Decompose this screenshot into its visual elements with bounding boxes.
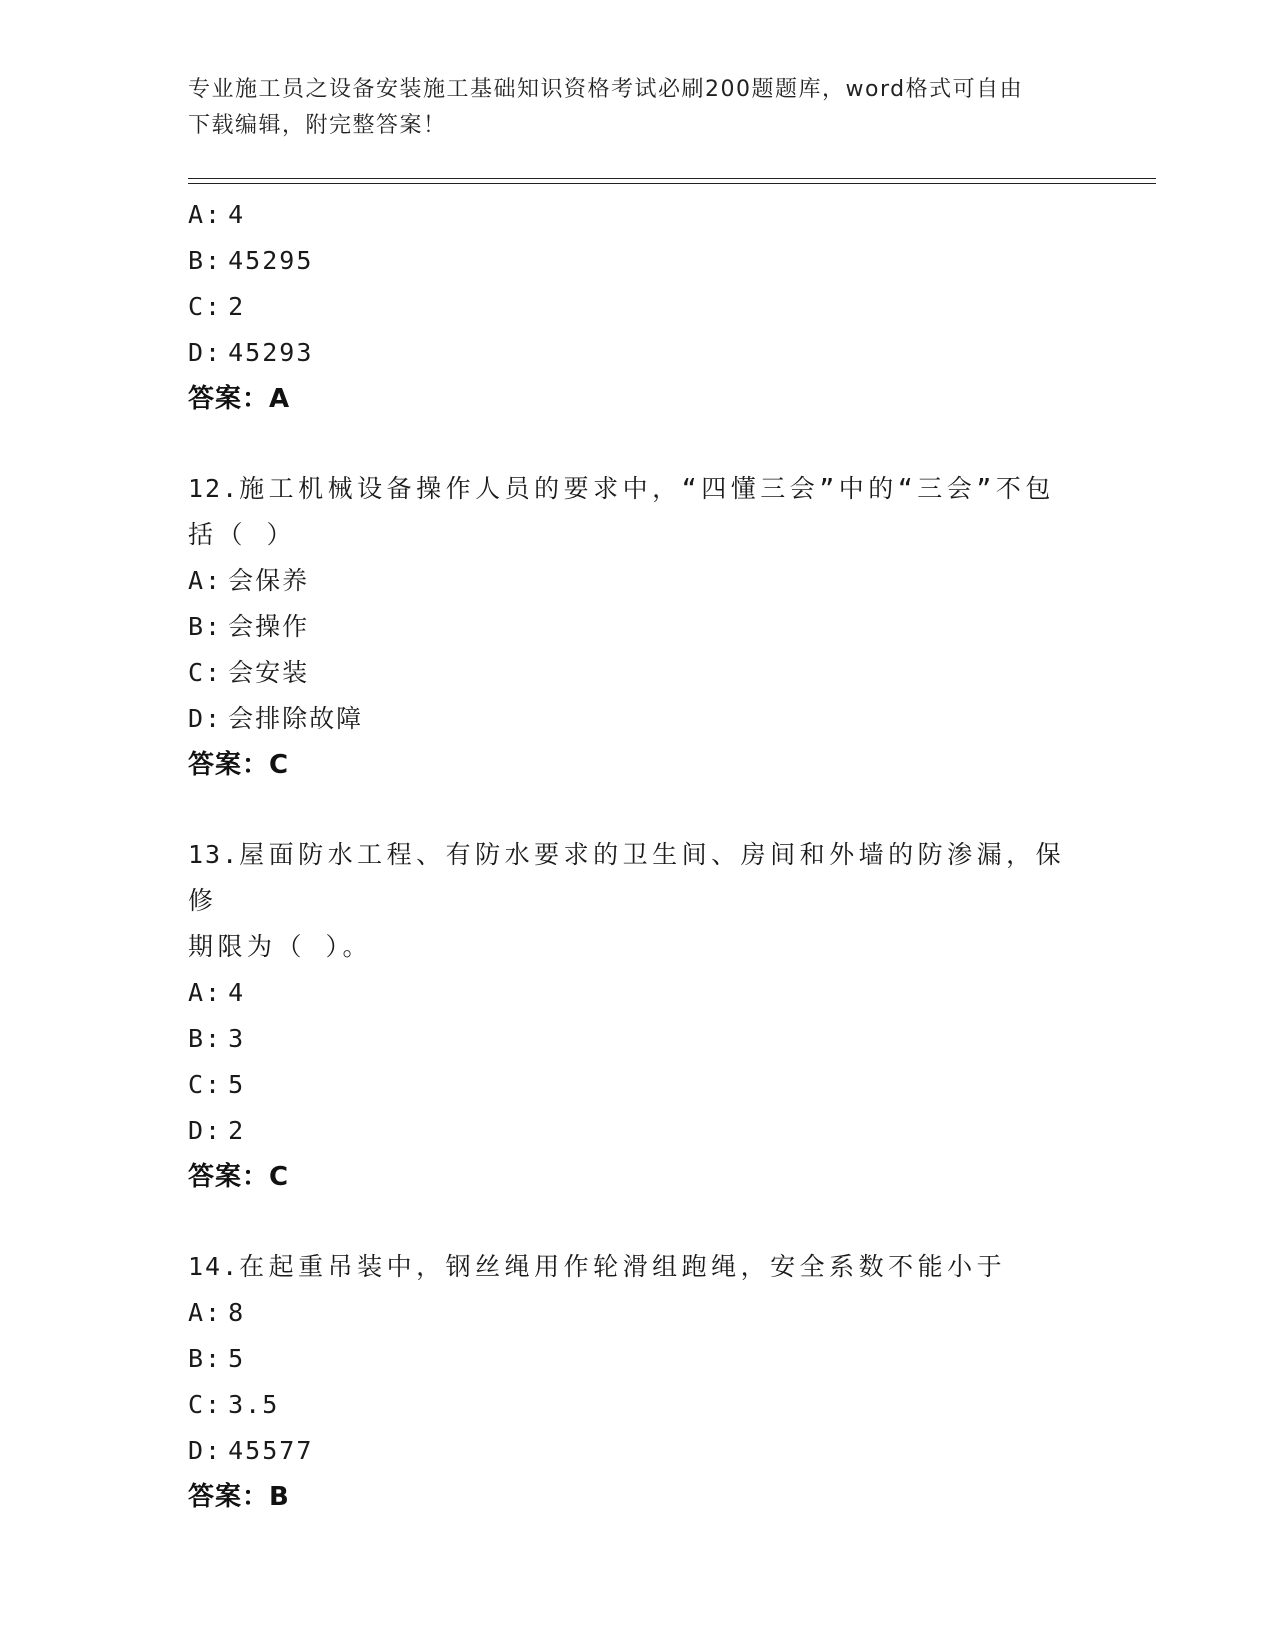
question-block-continued — [188, 192, 1088, 422]
option-text: 8 — [228, 1298, 246, 1327]
option-b — [188, 238, 1088, 284]
question-stem — [188, 1244, 1068, 1290]
option-text: 3 — [228, 1024, 246, 1053]
document-header — [188, 72, 1088, 144]
option-a — [188, 192, 1088, 238]
option-label: B: — [188, 1344, 223, 1373]
option-label: B: — [188, 612, 223, 641]
option-text: 会保养 — [228, 566, 310, 595]
option-label: A: — [188, 200, 223, 229]
option-label: D: — [188, 1436, 223, 1465]
question-stem — [188, 832, 1068, 970]
option-label: C: — [188, 658, 223, 687]
question-spacer — [188, 422, 1088, 466]
option-a — [188, 1290, 1088, 1336]
option-label: B: — [188, 1024, 223, 1053]
option-text: 45295 — [228, 246, 314, 275]
option-text: 45577 — [228, 1436, 314, 1465]
question-block-12 — [188, 466, 1088, 788]
option-label: D: — [188, 338, 223, 367]
option-b — [188, 604, 1088, 650]
option-c — [188, 1062, 1088, 1108]
option-label: B: — [188, 246, 223, 275]
question-text-line-2: 期限为（ ）。 — [188, 932, 373, 961]
question-spacer — [188, 788, 1088, 832]
option-text: 2 — [228, 292, 246, 321]
option-text: 会安装 — [228, 658, 310, 687]
answer-line: 答案：C — [188, 750, 290, 780]
header-divider-top — [188, 178, 1156, 179]
option-c — [188, 284, 1088, 330]
question-number: 14. — [188, 1252, 240, 1281]
option-label: D: — [188, 704, 223, 733]
option-text: 5 — [228, 1344, 246, 1373]
question-block-14 — [188, 1244, 1088, 1520]
option-a — [188, 558, 1088, 604]
answer-line: 答案：A — [188, 384, 291, 414]
option-label: A: — [188, 1298, 223, 1327]
option-b — [188, 1016, 1088, 1062]
answer-line: 答案：C — [188, 1162, 290, 1192]
option-d — [188, 1428, 1088, 1474]
answer-line: 答案：B — [188, 1482, 290, 1512]
option-label: C: — [188, 292, 223, 321]
option-text: 45293 — [228, 338, 314, 367]
question-number: 13. — [188, 840, 240, 869]
question-block-13 — [188, 832, 1088, 1200]
option-d — [188, 1108, 1088, 1154]
option-label: A: — [188, 566, 223, 595]
option-text: 2 — [228, 1116, 246, 1145]
option-label: D: — [188, 1116, 223, 1145]
option-d — [188, 330, 1088, 376]
option-text: 会排除故障 — [228, 704, 364, 733]
question-text-line-1: 屋面防水工程、有防水要求的卫生间、房间和外墙的防渗漏，保修 — [188, 840, 1066, 915]
option-text: 5 — [228, 1070, 246, 1099]
option-text: 3.5 — [228, 1390, 280, 1419]
option-text: 4 — [228, 200, 246, 229]
question-list — [188, 192, 1088, 1520]
option-label: C: — [188, 1390, 223, 1419]
question-stem — [188, 466, 1068, 558]
option-label: C: — [188, 1070, 223, 1099]
option-label: A: — [188, 978, 223, 1007]
option-c — [188, 1382, 1088, 1428]
option-text: 4 — [228, 978, 246, 1007]
header-title-line-2: 下载编辑，附完整答案！ — [188, 113, 447, 138]
option-a — [188, 970, 1088, 1016]
header-title-line-1: 专业施工员之设备安装施工基础知识资格考试必刷200题题库，word格式可自由 — [188, 77, 1024, 102]
question-spacer — [188, 1200, 1088, 1244]
option-text: 会操作 — [228, 612, 310, 641]
header-divider-bottom — [188, 183, 1156, 184]
option-d — [188, 696, 1088, 742]
option-b — [188, 1336, 1088, 1382]
question-number: 12. — [188, 474, 240, 503]
question-text-line-1: 在起重吊装中，钢丝绳用作轮滑组跑绳，安全系数不能小于 — [239, 1252, 1007, 1281]
option-c — [188, 650, 1088, 696]
question-text-line-2: 括（ ） — [188, 520, 297, 549]
question-text-line-1: 施工机械设备操作人员的要求中，“四懂三会”中的“三会”不包 — [239, 474, 1055, 503]
